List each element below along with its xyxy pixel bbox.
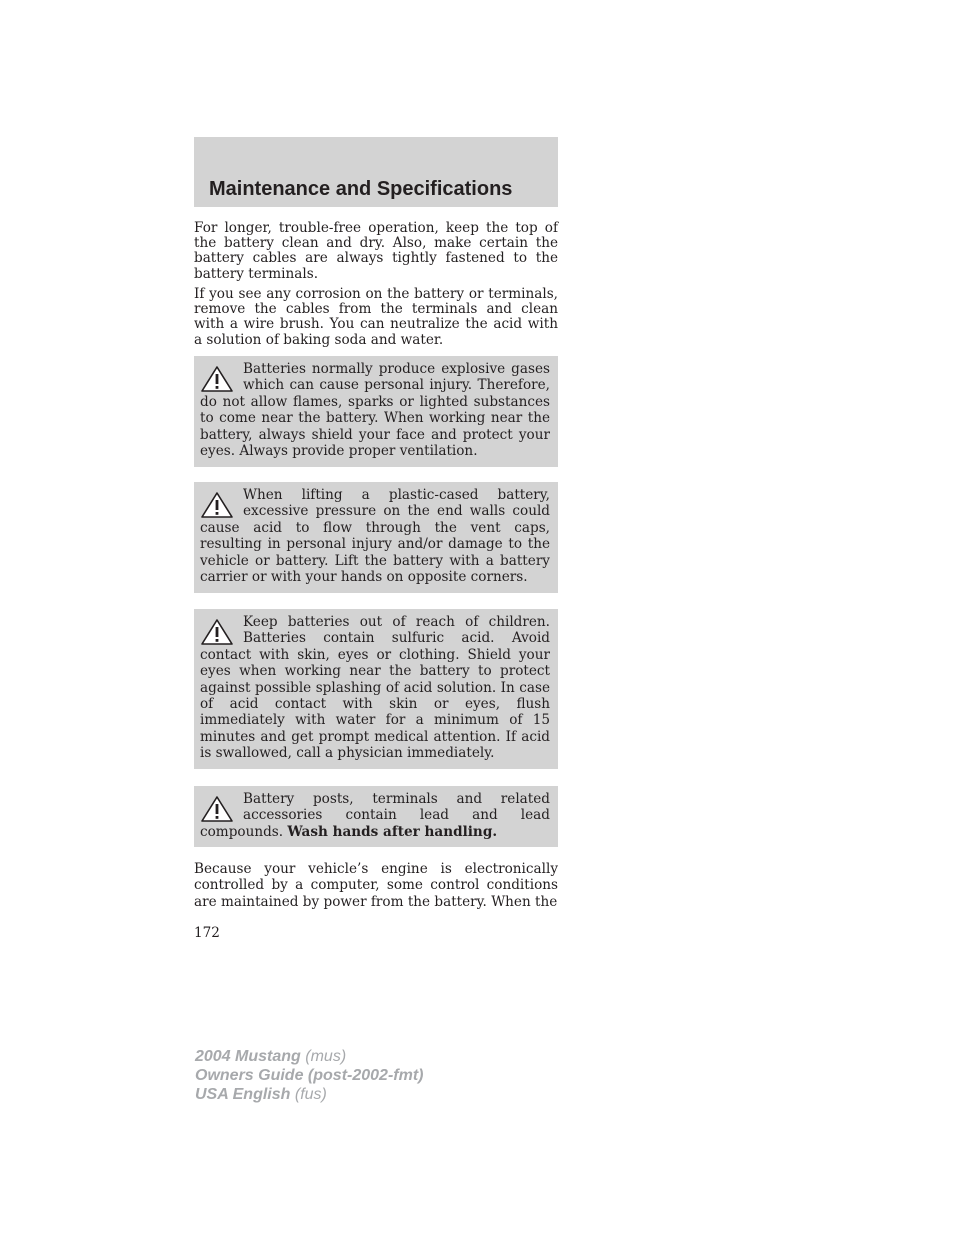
warning-triangle-icon [200,491,234,519]
footer-line-1 [195,1047,423,1066]
closing-text [194,861,558,910]
warning-text: Batteries normally produce explosive gases which can cause personal injury. Therefore, do not allow flames, sparks or lighted substances to come near the battery. When working near the battery, always shield your face and protect your eyes. Always provide proper ventilation. [200,361,550,460]
warning-triangle-icon [200,365,234,393]
footer-model: 2004 Mustang [195,1048,301,1065]
warning-text [200,791,550,840]
warning-text: When lifting a plastic-cased battery, excessive pressure on the end walls could cause acid to flow through the vent caps, resulting in personal injury and/or damage to the vehicle or battery. Lift the battery with a battery carrier or with your hands on opposite corners. [200,487,550,586]
warning-triangle-icon [200,795,234,823]
document-footer [195,1047,423,1104]
warning-box [194,786,558,847]
footer-model-code: (mus) [305,1048,347,1065]
paragraph: For longer, trouble-free operation, keep the top of the battery clean and dry. Also, make certain the battery cables are always tightly fastened to the battery terminals. [194,220,558,282]
page-number: 172 [194,925,220,941]
warning-triangle-icon [200,618,234,646]
intro-text-2 [194,287,558,348]
footer-language-code: (fus) [294,1086,327,1103]
warning-box [194,609,558,769]
warning-text-plain: Battery posts, terminals and related accessories contain lead and lead compounds. [200,791,550,840]
paragraph: Because your vehicle’s engine is electronically controlled by a computer, some control conditions are maintained by power from the battery. When the [194,861,558,910]
intro-text [194,221,558,282]
footer-language: USA English [195,1086,291,1103]
section-title: Maintenance and Specifications [209,178,513,200]
paragraph: If you see any corrosion on the battery or terminals, remove the cables from the terminals and clean with a wire brush. You can neutralize the acid with a solution of baking soda and water. [194,286,558,348]
warning-text-bold: Wash hands after handling. [287,823,498,840]
warning-box [194,482,558,593]
footer-line-3 [195,1085,423,1104]
footer-line-2 [195,1066,423,1085]
warning-text: Keep batteries out of reach of children. Batteries contain sulfuric acid. Avoid contact with skin, eyes or clothing. Shield your eyes when working near the battery to protect against possible splashing of acid solution. In case of acid contact with skin or eyes, flush immediately with water for a minimum of 15 minutes and get prompt medical attention. If acid is swallowed, call a physician immediately. [200,614,550,762]
section-header [194,137,558,207]
footer-guide: Owners Guide (post-2002-fmt) [195,1067,424,1084]
warning-box [194,356,558,467]
